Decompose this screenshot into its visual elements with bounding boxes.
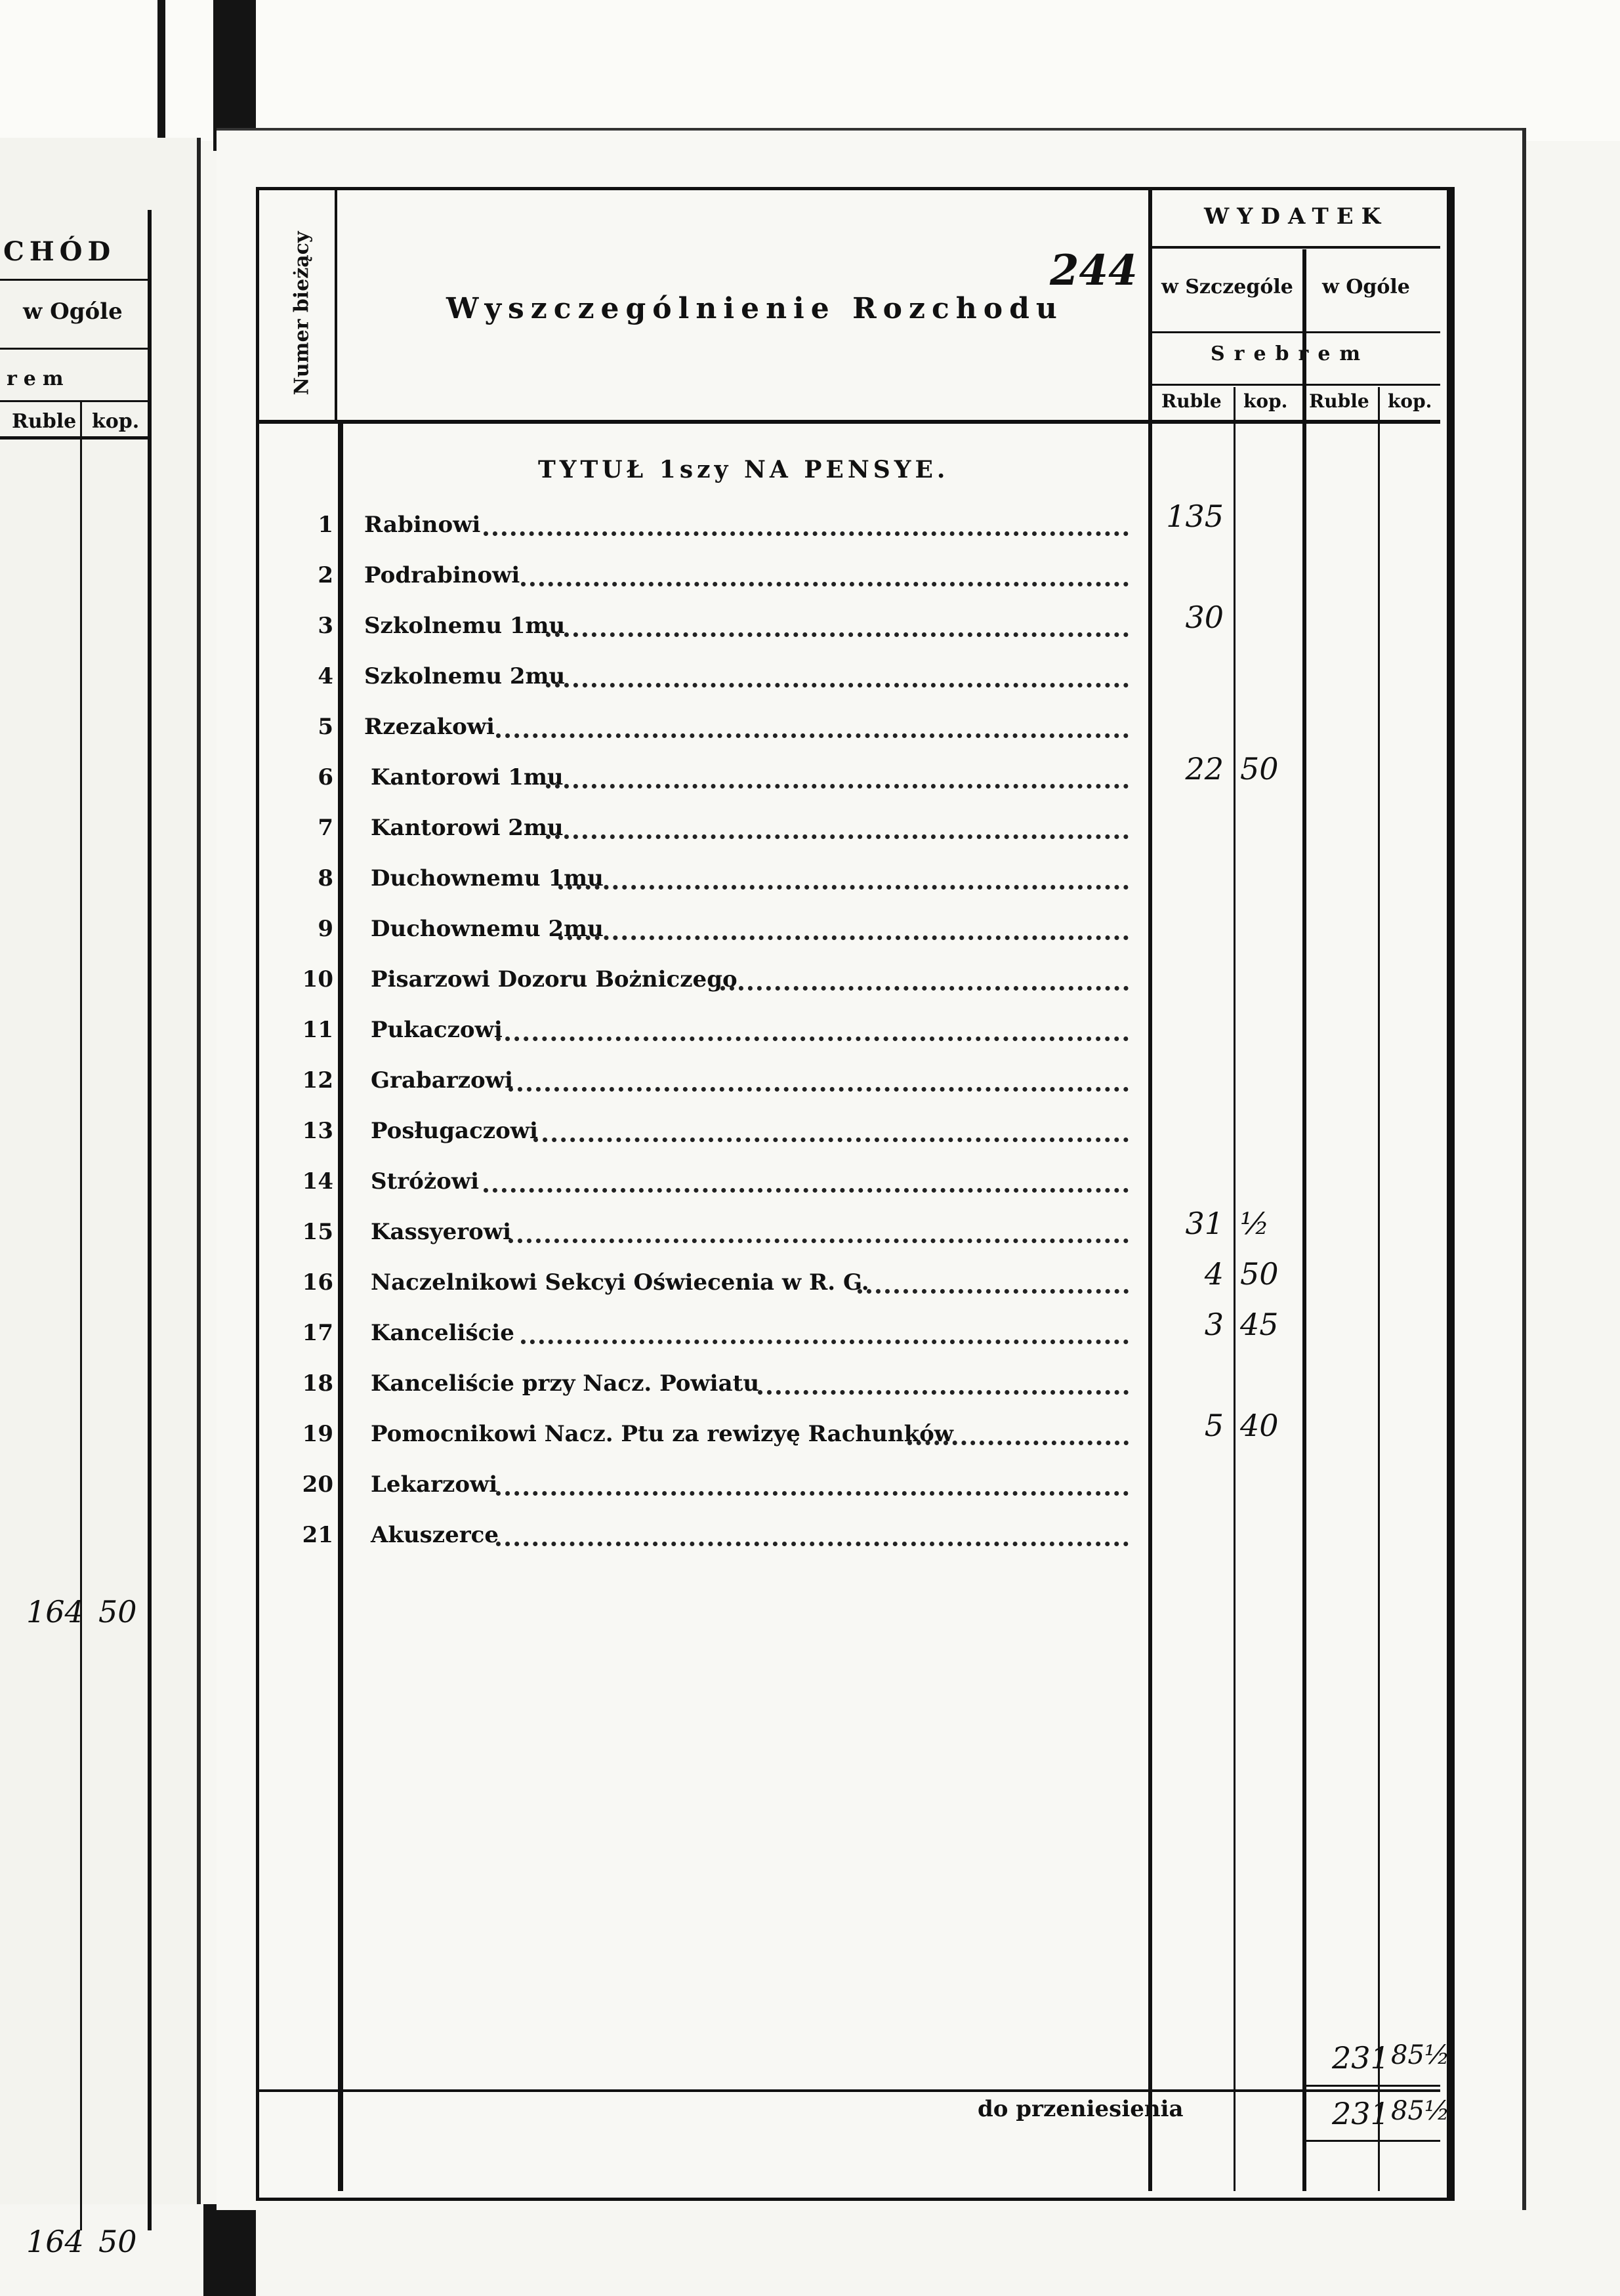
detail-kop-value: ½: [1240, 1206, 1270, 1241]
row-number: 7: [318, 815, 333, 841]
dot-leader: [496, 1542, 1129, 1546]
row-label: Podrabinowi: [364, 562, 520, 588]
description-column-divider: [1148, 190, 1152, 2191]
row-label: Posługaczowi: [371, 1118, 538, 1144]
carry-rule-bottom: [1306, 2140, 1440, 2142]
row-number: 8: [318, 865, 333, 892]
detail-kop-value: 50: [1240, 1256, 1279, 1292]
row-label: Kantorowi 2mu: [371, 815, 564, 841]
row-label: Lekarzowi: [371, 1471, 498, 1498]
section-title: TYTUŁ 1szy NA PENSYE.: [538, 456, 949, 483]
dot-leader: [496, 1036, 1129, 1041]
row-number: 1: [318, 512, 333, 538]
binding-edge: [157, 0, 165, 151]
row-number: 20: [302, 1471, 333, 1498]
left-bottom-rubles: 164: [26, 2224, 84, 2259]
detail-rubles-value: 5: [1204, 1408, 1224, 1443]
expense-header: WYDATEK: [1204, 203, 1389, 230]
row-label: Kassyerowi: [371, 1219, 512, 1245]
dot-leader: [546, 784, 1129, 789]
subtotal-rule: [1306, 2085, 1440, 2087]
binding-shadow-bottom: [203, 2204, 256, 2296]
dot-leader: [509, 1087, 1129, 1092]
left-currency: rem: [7, 367, 70, 390]
carry-forward-kop: 85½: [1391, 2096, 1450, 2126]
dot-leader: [758, 1390, 1129, 1395]
page-title: Wyszczególnienie Rozchodu: [446, 292, 1064, 325]
row-label: Grabarzowi: [371, 1067, 513, 1094]
row-label: Kantorowi 1mu: [371, 764, 564, 790]
row-label: Pukaczowi: [371, 1017, 503, 1043]
left-header-word: CHÓD: [3, 236, 116, 267]
detail-kop-divider: [1234, 387, 1236, 2191]
subtotal-kop: 85½: [1391, 2040, 1450, 2070]
left-page-fragment: [0, 138, 201, 2259]
dot-leader: [546, 834, 1129, 839]
dot-leader: [484, 1188, 1129, 1193]
dot-leader: [558, 935, 1129, 940]
total-kop-divider: [1378, 387, 1380, 2191]
dot-leader: [509, 1239, 1129, 1243]
currency-rule: [1152, 384, 1440, 386]
left-col-divider: [80, 400, 82, 2230]
row-number: 15: [302, 1219, 333, 1245]
row-label: Kanceliście przy Nacz. Powiatu: [371, 1370, 760, 1397]
row-number: 13: [302, 1118, 333, 1144]
detail-kop-value: 50: [1240, 751, 1279, 787]
row-number: 19: [302, 1421, 333, 1447]
row-label: Duchownemu 2mu: [371, 916, 604, 942]
expense-title-rule: [1152, 246, 1440, 249]
row-label: Pisarzowi Dozoru Bożniczego: [371, 966, 737, 993]
left-bottom-kop: 50: [98, 2224, 137, 2259]
row-number: 5: [318, 714, 333, 740]
left-rule: [0, 279, 148, 281]
row-label: Szkolnemu 2mu: [364, 663, 566, 689]
left-page-frame: [0, 210, 152, 2230]
row-number: 11: [302, 1017, 333, 1043]
row-number: 9: [318, 916, 333, 942]
row-number: 4: [318, 663, 333, 689]
dot-leader: [521, 582, 1129, 586]
header-bottom-rule: [259, 420, 1440, 424]
carry-forward-label: do przeniesienia: [978, 2096, 1184, 2122]
row-number: 2: [318, 562, 333, 588]
row-number: 6: [318, 764, 333, 790]
left-col-total: w Ogóle: [23, 298, 123, 325]
carry-rule-top: [259, 2089, 1440, 2092]
column-header-detail: w Szczególe: [1161, 276, 1293, 298]
row-number: 12: [302, 1067, 333, 1094]
number-column-label: Numer bieżący: [290, 231, 314, 396]
dot-leader: [546, 632, 1129, 637]
detail-rubles-value: 31: [1185, 1206, 1224, 1241]
dot-leader: [533, 1138, 1129, 1142]
expense-subhead-rule: [1152, 331, 1440, 333]
folio-number: 244: [1050, 246, 1138, 295]
row-number: 10: [302, 966, 333, 993]
row-label: Rabinowi: [364, 512, 481, 538]
row-label: Duchownemu 1mu: [371, 865, 604, 892]
dot-leader: [546, 683, 1129, 687]
dot-leader: [720, 986, 1129, 991]
row-number: 14: [302, 1168, 333, 1195]
dot-leader: [907, 1441, 1129, 1445]
currency-label: Srebrem: [1211, 342, 1370, 365]
row-label: Akuszerce: [371, 1522, 499, 1548]
left-rule: [0, 436, 148, 440]
detail-rubles-value: 3: [1204, 1307, 1224, 1342]
dot-leader: [558, 885, 1129, 890]
subtotal-rubles: 231: [1332, 2040, 1390, 2076]
left-rule: [0, 400, 148, 402]
left-entry-kop: 50: [98, 1594, 137, 1630]
row-number: 3: [318, 613, 333, 639]
total-rubles-header: Ruble: [1309, 390, 1369, 412]
detail-total-divider: [1302, 249, 1306, 2191]
carry-forward-rubles: 231: [1332, 2096, 1390, 2131]
dot-leader: [496, 733, 1129, 738]
row-number: 16: [302, 1269, 333, 1296]
detail-kop-value: 45: [1240, 1307, 1279, 1342]
dot-leader: [521, 1340, 1129, 1344]
row-number: 21: [302, 1522, 333, 1548]
row-label: Kanceliście: [371, 1320, 514, 1346]
number-column-divider-header: [335, 190, 337, 420]
row-number: 18: [302, 1370, 333, 1397]
detail-rubles-header: Ruble: [1161, 390, 1222, 412]
detail-rubles-value: 135: [1166, 499, 1224, 534]
detail-kop-header: kop.: [1243, 390, 1288, 412]
row-label: Rzezakowi: [364, 714, 495, 740]
left-col-rubles: Ruble: [12, 410, 77, 433]
total-kop-header: kop.: [1388, 390, 1432, 412]
dot-leader: [858, 1289, 1129, 1294]
detail-kop-value: 40: [1240, 1408, 1279, 1443]
row-label: Pomocnikowi Nacz. Ptu za rewizyę Rachunków: [371, 1421, 954, 1447]
number-column-divider: [338, 423, 343, 2191]
detail-rubles-value: 4: [1204, 1256, 1224, 1292]
row-label: Szkolnemu 1mu: [364, 613, 566, 639]
row-number: 17: [302, 1320, 333, 1346]
detail-rubles-value: 30: [1185, 600, 1224, 635]
dot-leader: [496, 1491, 1129, 1496]
left-entry-rubles: 164: [26, 1594, 84, 1630]
row-label: Stróżowi: [371, 1168, 480, 1195]
row-label: Naczelnikowi Sekcyi Oświecenia w R. G.: [371, 1269, 869, 1296]
left-rule: [0, 348, 148, 350]
left-col-kop: kop.: [92, 410, 140, 433]
detail-rubles-value: 22: [1185, 751, 1224, 787]
column-header-total: w Ogóle: [1322, 276, 1410, 298]
dot-leader: [484, 531, 1129, 536]
